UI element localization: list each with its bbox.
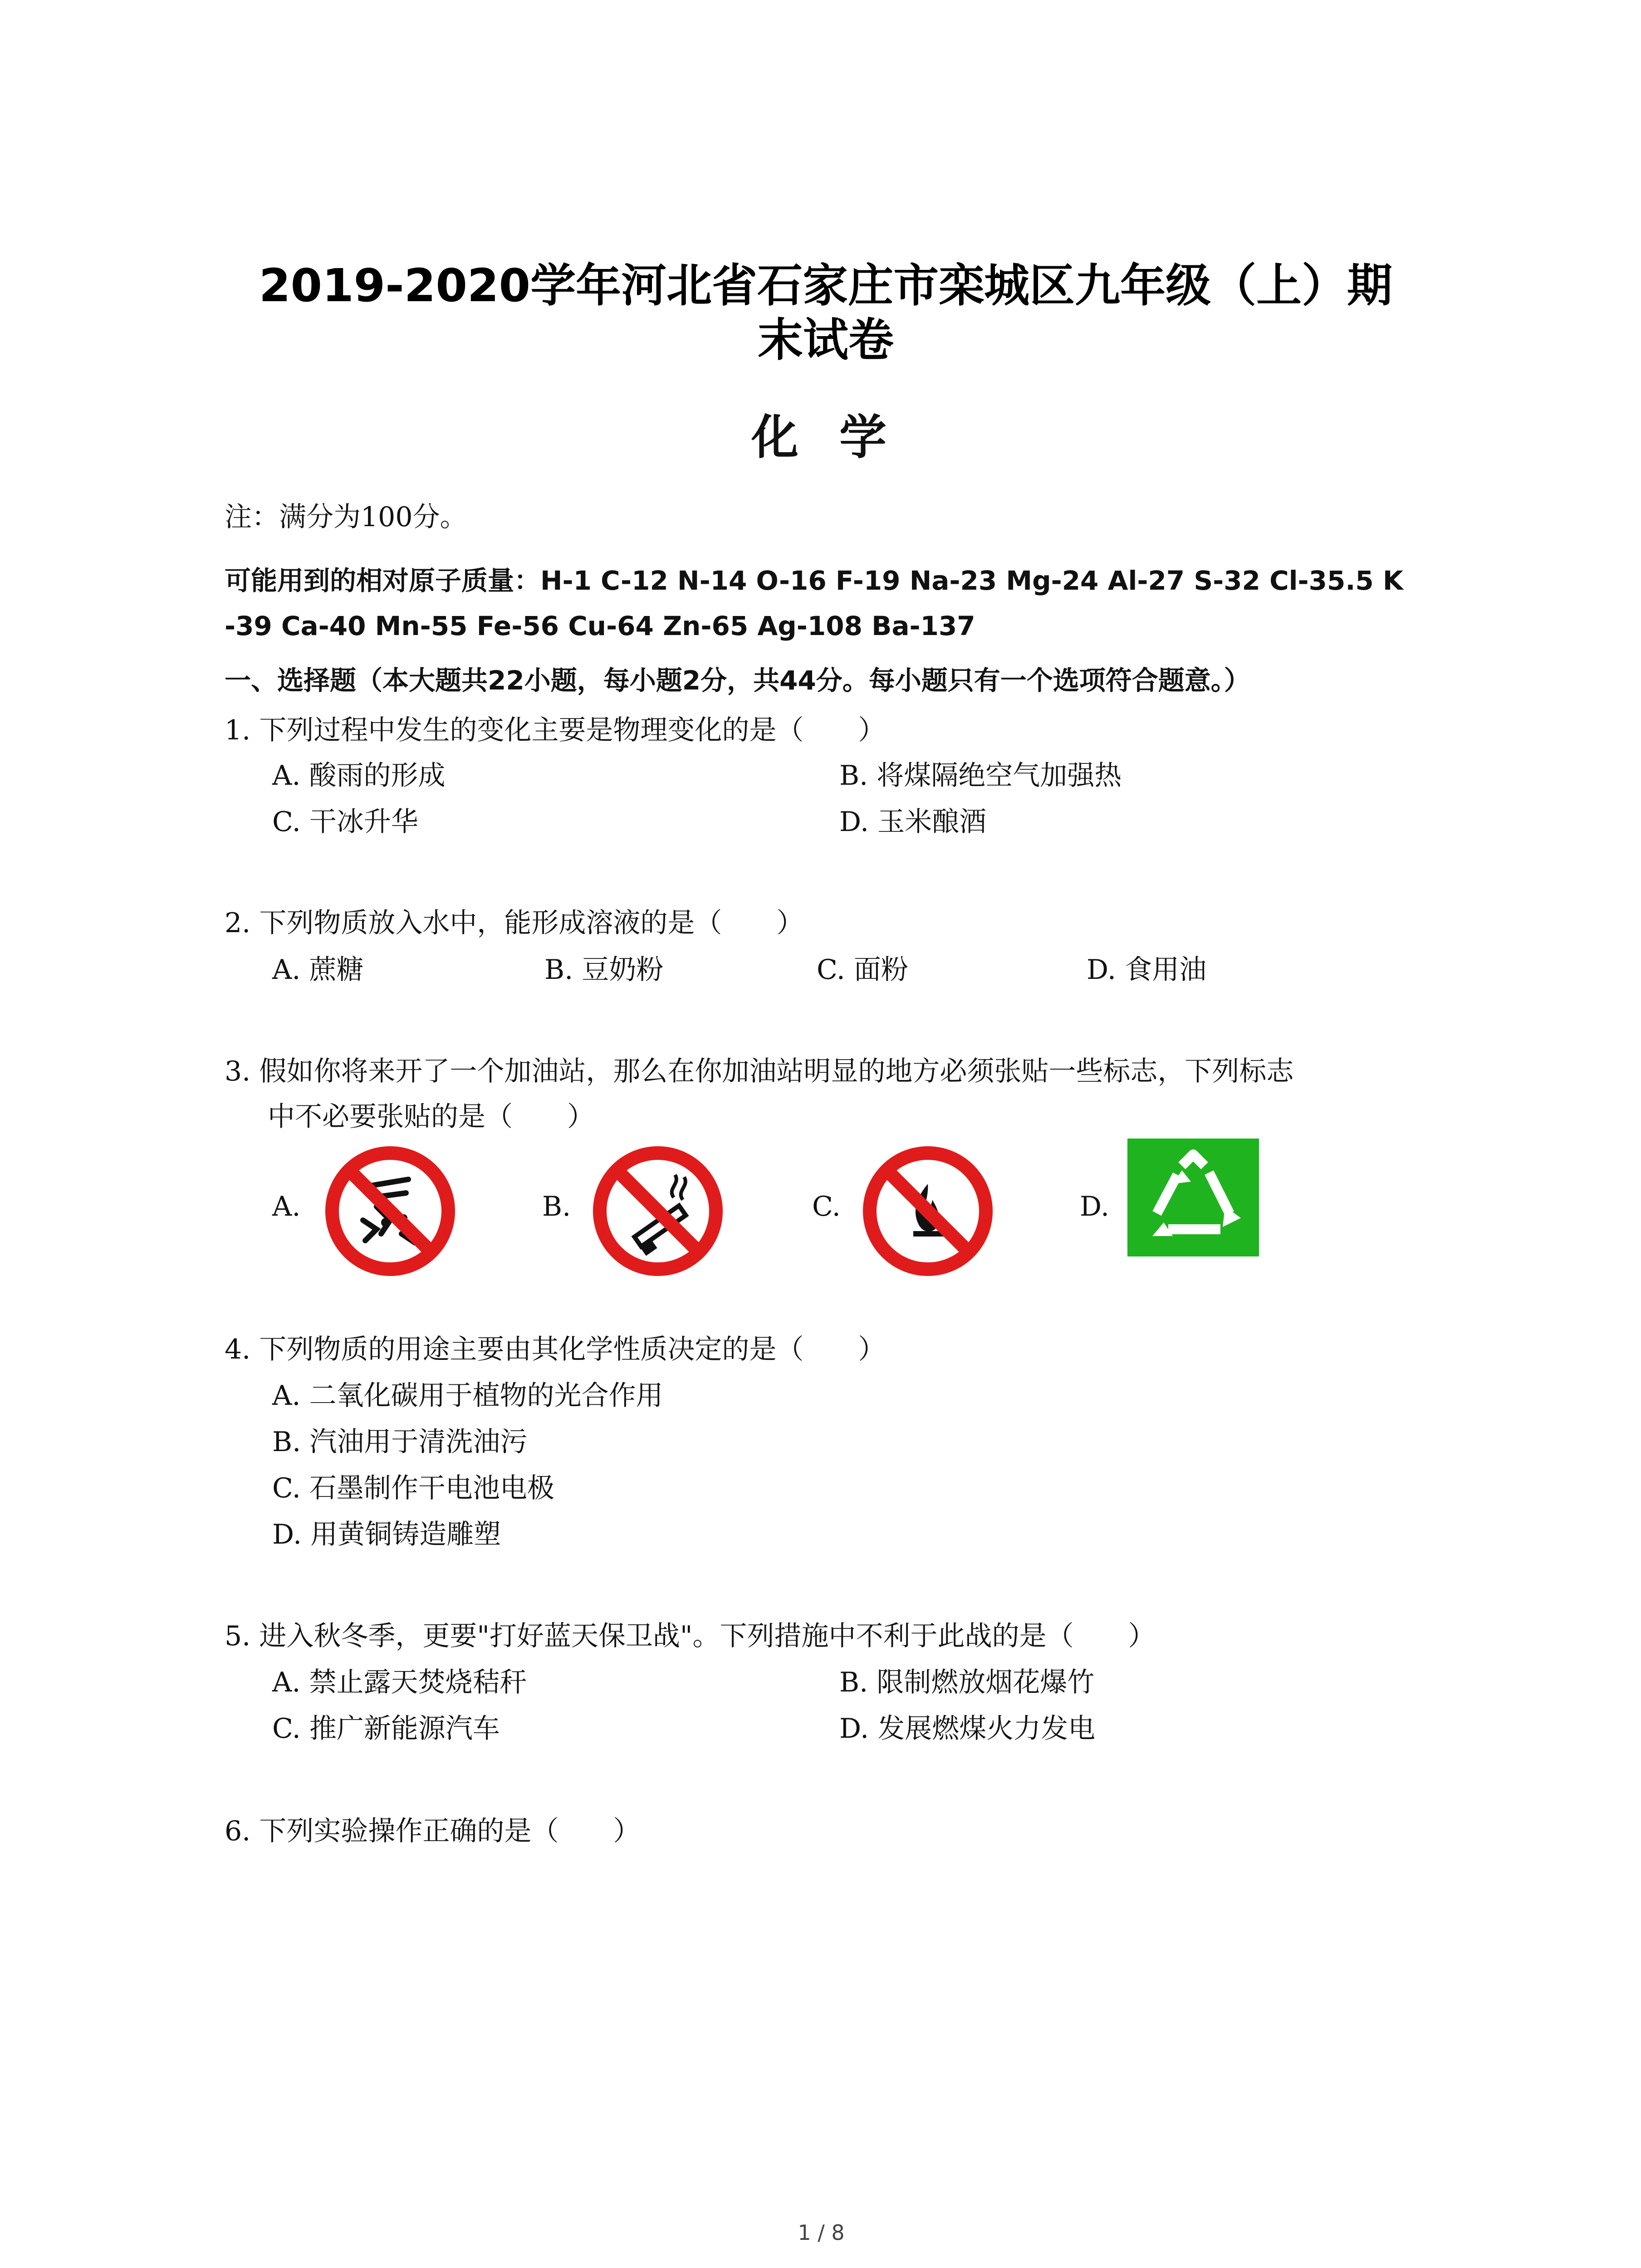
exam-title-line1: 2019-2020学年河北省石家庄市栾城区九年级（上）期 [259,259,1393,312]
exam-subject: 化学 [751,410,927,465]
question-4-option-d: D. 用黄铜铸造雕塑 [272,1519,501,1550]
question-3-option-b: B. [542,1191,571,1222]
question-1-option-d: D. 玉米酿酒 [839,806,987,838]
question-1-option-a: A. 酸雨的形成 [272,760,446,792]
atomic-masses-line2: -39 Ca-40 Mn-55 Fe-56 Cu-64 Zn-65 Ag-108 Ba-137 [225,611,975,641]
question-1-stem: 1. 下列过程中发生的变化主要是物理变化的是（ ） [225,714,886,746]
question-2-option-c: C. 面粉 [817,954,908,986]
question-3-option-d: D. [1080,1191,1110,1222]
question-2-option-b: B. 豆奶粉 [544,954,664,986]
score-note: 注：满分为100分。 [225,501,467,533]
question-2-stem: 2. 下列物质放入水中，能形成溶液的是（ ） [225,907,804,939]
question-4-option-b: B. 汽油用于清洗油污 [272,1426,528,1458]
question-3-stem-line2: 中不必要张贴的是（ ） [268,1101,594,1133]
question-2-option-a: A. 蔗糖 [272,954,364,986]
recycle-icon [1127,1139,1259,1256]
question-5-option-d: D. 发展燃煤火力发电 [839,1713,1096,1745]
exam-title-line2: 末试卷 [758,313,894,367]
atomic-masses-line1: 可能用到的相对原子质量：H-1 C-12 N-14 O-16 F-19 Na-23 Mg-24 Al-27 S-32 Cl-35.5 K [225,565,1403,596]
question-4-option-a: A. 二氧化碳用于植物的光合作用 [272,1380,663,1412]
page-number: 1 / 8 [798,2220,845,2245]
question-4-option-c: C. 石墨制作干电池电极 [272,1472,554,1504]
question-5-stem: 5. 进入秋冬季，更要"打好蓝天保卫战"。下列措施中不利于此战的是（ ） [225,1620,1156,1652]
no-open-flame-icon [860,1143,996,1279]
question-3-option-c: C. [812,1191,841,1222]
no-fireworks-icon [322,1143,458,1279]
question-3-stem-line1: 3. 假如你将来开了一个加油站，那么在你加油站明显的地方必须张贴一些标志，下列标志 [225,1056,1294,1087]
question-2-option-d: D. 食用油 [1087,954,1207,986]
question-6-stem: 6. 下列实验操作正确的是（ ） [225,1815,641,1847]
question-4-stem: 4. 下列物质的用途主要由其化学性质决定的是（ ） [225,1334,886,1365]
no-smoking-icon [590,1143,726,1279]
question-5-option-c: C. 推广新能源汽车 [272,1713,500,1745]
question-5-option-b: B. 限制燃放烟花爆竹 [839,1667,1095,1698]
question-1-option-b: B. 将煤隔绝空气加强热 [839,760,1122,792]
question-3-option-a: A. [272,1191,301,1222]
question-5-option-a: A. 禁止露天焚烧秸秆 [272,1667,527,1698]
section-heading: 一、选择题（本大题共22小题，每小题2分，共44分。每小题只有一个选项符合题意。） [225,665,1250,696]
question-1-option-c: C. 干冰升华 [272,806,418,838]
